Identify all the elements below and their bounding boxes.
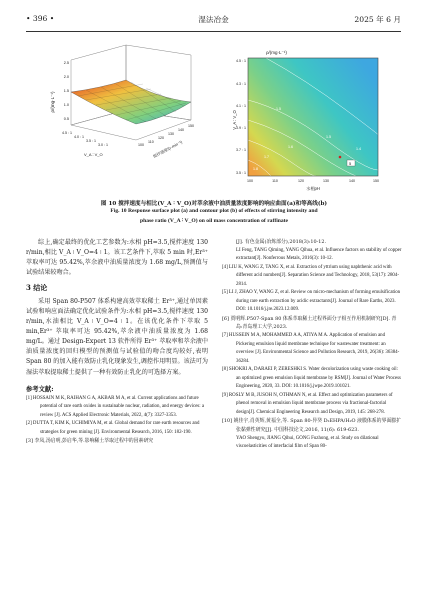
contour-title: ρ/(mg·L⁻¹) — [266, 50, 287, 55]
reference-item: [1] HOSSAIN M K, RAIHAN G A, AKBAR M A, et al. Current applications and future potential of rare earth oxides in sustainable nuclear, radiation, and energy devices: a review [J]. ACS Applied Electronic Materials, 2022, 4(7): 3327-3353. — [26, 395, 205, 418]
x-tick: 120 — [158, 136, 164, 140]
reference-item: [8] SHOKRI A, DARAEI P, ZERESHKI S. Water decolorization using waste cooking oil: an optimized green emulsion liquid membrane by RSM[J]. Journal of Water Process Engineering, 2020, 33. DOI: 10.1016/j.jwpe.2019.101021. — [222, 367, 401, 390]
issue-date: 2025 年 6 月 — [354, 15, 401, 24]
contour-x-tick: 110 — [272, 179, 278, 183]
reference-item: [5] LI J, ZHAO Y, WANG Z, et al. Review on micro-mechanism of forming emulsification during rare earth extraction by acidic extractants[J]. Journal of Rare Earths, 2023. DOI: 10.1016/j.jre.2023.12.009. — [222, 290, 401, 313]
contour-y-label: V_A ∶ V_O — [232, 110, 237, 130]
reference-item: [2] DUTTA T, KIM K, UCHIMIYA M, et al. Global demand for rare earth resources and strategies for green mining [J]. Environmental Research, 2016, 150: 182-190. — [26, 421, 200, 435]
right-column — [222, 238, 402, 452]
contour-x-tick: 130 — [323, 179, 329, 183]
contour-x-tick: 150 — [373, 179, 379, 183]
y-axis-label: V_A ∶ V_O — [84, 152, 103, 157]
x-axis-label: 搅拌速度/(r·min⁻¹) — [152, 139, 184, 159]
x-tick: 110 — [148, 140, 154, 144]
contour-y-tick: 3.9 : 1 — [236, 126, 246, 130]
reference-item: [9] ROSLY M B, JUSOH N, OTHMAN N, et al. Effect and optimization parameters of phenol removal in emulsion liquid membrane process via fractional-factorial design[J]. Chemical Engineering Research and Design, 2019, 145: 268-278. — [222, 392, 393, 415]
reference-item: [6] 贾明辉.P507-Span 80 体系萃取稀土过程界面分子相互作用机制研究[D]. 青岛:青岛理工大学,2023. — [222, 315, 397, 331]
z-tick: 2.0 — [63, 75, 69, 79]
z-tick: 1.0 — [63, 103, 69, 107]
reference-item: [J]. 有色金属(冶炼部分),2018(3):10-12. — [236, 239, 327, 245]
panel-b-contour-plot — [232, 50, 379, 192]
y-tick: 4.5 : 1 — [62, 131, 72, 135]
figure-caption-en-2: phase ratio (V_A ∶ V_O) on oil mass concentration of raffinate — [139, 218, 289, 224]
contour-label: 1.8 — [253, 167, 258, 171]
x-tick: 100 — [138, 143, 144, 147]
page-header — [26, 14, 401, 28]
figure-10 — [26, 40, 401, 200]
figure-caption-en-1: Fig. 10 Response surface plot (a) and contour plot (b) of effects of stirring intensity and — [110, 208, 318, 214]
contour-y-tick: 3.5 : 1 — [236, 171, 246, 175]
contour-label: 1.6 — [288, 145, 293, 149]
design-point — [339, 156, 342, 159]
contour-x-label: 水相pH — [306, 186, 320, 191]
references-heading: 参考文献: — [26, 385, 54, 393]
contour-x-tick: 120 — [298, 179, 304, 183]
x-tick: 140 — [178, 128, 184, 132]
y-tick: 4.0 : 1 — [74, 135, 84, 139]
x-tick: 150 — [188, 124, 194, 128]
contour-label: 1.7 — [264, 155, 269, 159]
paragraph-conclusion: 采用 Span 80-P507 体系构建高效萃取稀土 Er³⁺,通过单因素试验和响应面法确定优化试验条件为:水相 pH=3.5,搅拌速度 130 r/min,水油相比 V_A ∶ V_O=4 ∶ 1。在该优化条件下萃取 5 min,Er³⁺ 萃取率可达 95.42%,萃余液中油质量浓度为 1.68 mg/L。通过 Design-Expert 13 软件所得 Er³⁺ 萃取率和萃余液中油质量浓度的回归模型的预测值与试验值的吻合度均较好,表明 Span 80 的加入能有效防止乳化现象发生,调控作用明显。该法可为湿法萃取提取稀土提供了一种有效防止乳化的可选择方案。 — [26, 298, 208, 376]
contour-y-tick: 4.5 : 1 — [236, 59, 246, 63]
contour-x-tick: 100 — [247, 179, 253, 183]
header-rule — [26, 31, 401, 32]
x-tick: 130 — [168, 132, 174, 136]
paragraph-optimized-conditions: 综上,确定最终的优化工艺参数为:水相 pH=3.5,搅拌速度 130 r/min,相比 V_A ∶ V_O=4 ∶ 1。该工艺条件下,萃取 5 min 时,Er³⁺ 萃取率可达 95.42%,萃余液中油质量浓度为 1.68 mg/L,预测值与试验结果较吻合。 — [26, 239, 208, 277]
contour-y-tick: 4.3 : 1 — [236, 82, 246, 86]
panel-a-surface-plot — [50, 45, 194, 159]
journal-name: 湿法冶金 — [198, 15, 229, 24]
reference-item: [3] 李凤,汤启明,彭启华,等.影响稀土萃取过程中的因素研究 — [26, 438, 154, 445]
y-tick: 3.0 : 1 — [98, 143, 108, 147]
z-axis-label: ρ/(mg·L⁻¹) — [50, 91, 55, 113]
point-label: 5 — [349, 161, 352, 166]
section-heading-conclusion: 3 结论 — [26, 283, 48, 293]
contour-label: 1.4 — [356, 147, 361, 151]
z-tick: 1.5 — [63, 89, 69, 93]
contour-x-tick: 140 — [349, 179, 355, 183]
reference-item: [4] LIU K, WANG Z, TANG X, et al. Extraction of yttrium using naphthenic acid with different acid numbers[J]. Separation Science and Technology, 2018, 53(17): 2804-2814. — [222, 264, 399, 287]
page-number: • 396 • — [26, 14, 55, 23]
contour-y-tick: 4.1 : 1 — [236, 104, 246, 108]
left-column — [26, 238, 208, 446]
contour-y-tick: 3.7 : 1 — [236, 148, 246, 152]
contour-label: 1.5 — [326, 135, 331, 139]
figure-caption-cn: 图 10 搅拌速度与相比(V_A ∶ V_O)对萃余液中油质量浓度影响的响应曲面(a)和等高线(b) — [100, 201, 328, 207]
reference-item: YAO Shengyu, JIANG Qihui, GONG Fuzhong, et al. Study on dilational viscoelasticities of interfacial film of Span 80- — [236, 435, 379, 450]
contour-label: 1.5 — [276, 107, 281, 111]
y-tick: 3.5 : 1 — [86, 139, 96, 143]
z-tick: 0.5 — [63, 117, 69, 121]
reference-item: [7] HUSSEIN M A, MOHAMMED A A, ATIYA M A. Application of emulsion and Pickering emulsion liquid membrane technique for wastewater treatment: an overview [J]. Environmental Science and Pollution Research, 2019, 26(36): 36384-36284. — [222, 333, 400, 364]
reference-item: [10] 姚佳宇,肖英辉,黄福全,等. Span 80-异癸 D₂EHPA/H₂O 液膜体系的界面膨扩张黏弹性研究[J]. 中国科技论文,2016, 11(6): 619-623. — [222, 418, 402, 434]
z-tick: 2.5 — [63, 61, 69, 65]
reference-item: LI Feng, TANG Qiming, YANG Qihua, et al. Influence factors on stability of copper extractant[J]. Nonferrous Metals, 2016(3): 10-12. — [236, 247, 402, 262]
